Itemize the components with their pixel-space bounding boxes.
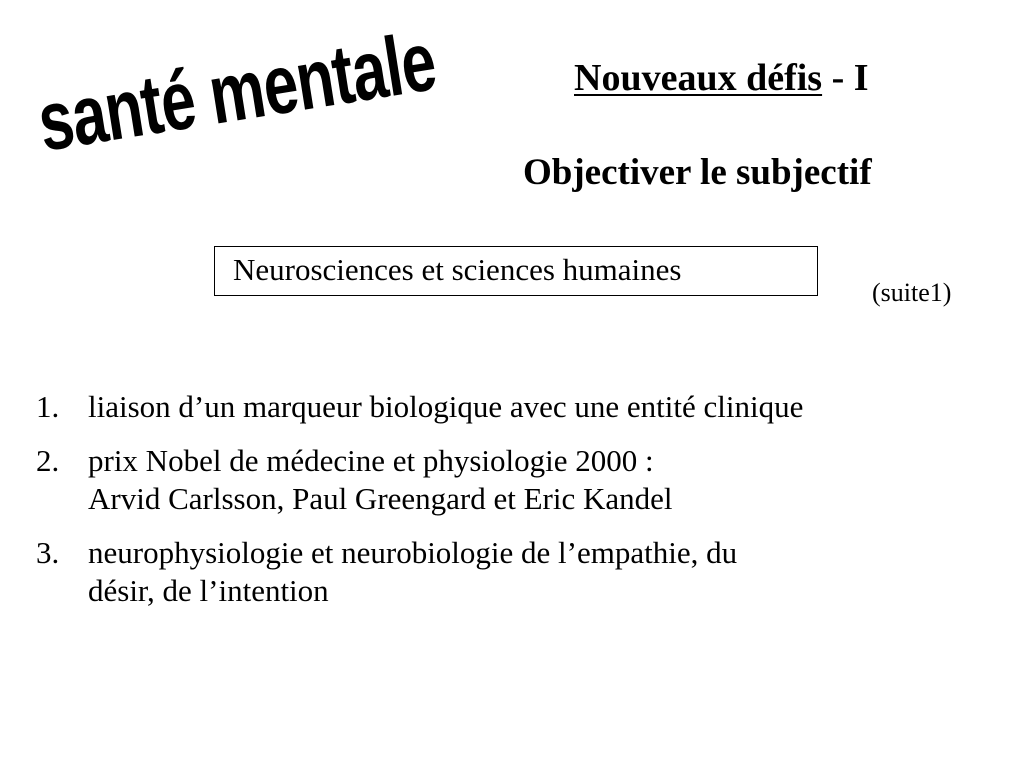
list-item-number: 2. bbox=[36, 443, 60, 478]
list-item bbox=[36, 534, 1021, 610]
logo-text: santé mentale bbox=[31, 13, 442, 169]
heading-suffix: - I bbox=[822, 57, 869, 99]
list-item-number: 1. bbox=[36, 389, 60, 424]
heading-underlined: Nouveaux défis bbox=[574, 57, 823, 99]
list-item-text bbox=[88, 388, 1021, 426]
list-item-line: liaison d’un marqueur biologique avec une entité clinique bbox=[88, 389, 804, 424]
sante-mentale-logo bbox=[28, 13, 448, 169]
boxed-topic: Neurosciences et sciences humaines bbox=[214, 246, 818, 296]
list-item-line: prix Nobel de médecine et physiologie 2000 : bbox=[88, 443, 654, 478]
list-item bbox=[36, 442, 1021, 518]
page-subtitle: Objectiver le subjectif bbox=[523, 152, 872, 193]
list-item-text bbox=[88, 442, 1021, 518]
list-item-line: neurophysiologie et neurobiologie de l’empathie, du bbox=[88, 535, 738, 570]
list-item-line: Arvid Carlsson, Paul Greengard et Eric Kandel bbox=[88, 481, 673, 516]
list-item-text bbox=[88, 534, 1021, 610]
page-heading bbox=[574, 56, 869, 100]
numbered-list bbox=[36, 388, 1021, 626]
suite-label: (suite1) bbox=[872, 278, 952, 307]
list-item-number: 3. bbox=[36, 535, 60, 570]
list-item-line: désir, de l’intention bbox=[88, 573, 329, 608]
list-item bbox=[36, 388, 1021, 426]
